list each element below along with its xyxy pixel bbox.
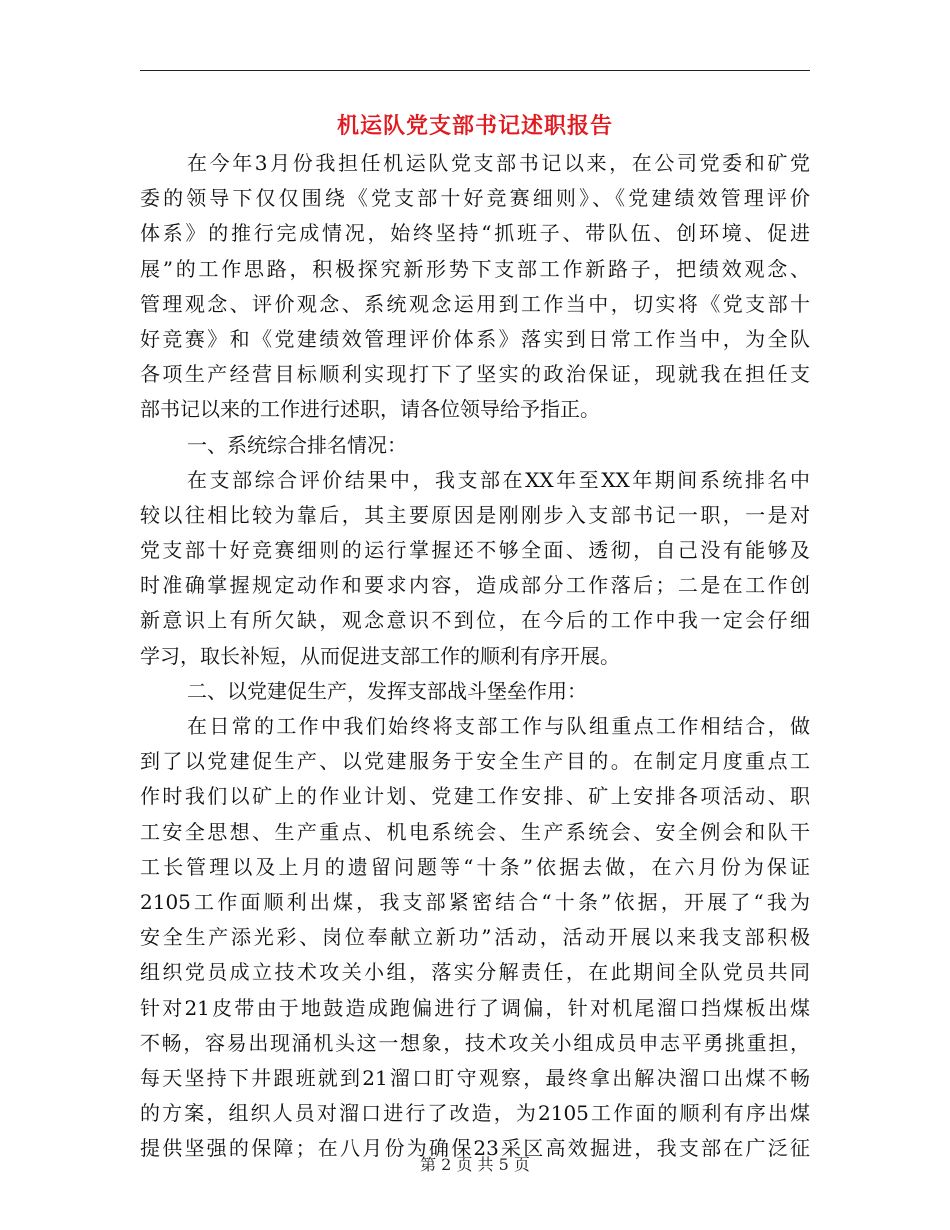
body-line: 好竞赛》和《党建绩效管理评价体系》落实到日常工作当中，为全队: [140, 326, 810, 351]
body-line: 提供坚强的保障；在八月份为确保23采区高效掘进，我支部在广泛征: [140, 1136, 810, 1161]
body-line: 党支部十好竞赛细则的运行掌握还不够全面、透彻，自己没有能够及: [140, 538, 810, 563]
document-title: 机运队党支部书记述职报告: [336, 113, 613, 139]
document-body: [140, 146, 810, 1166]
body-line: 在日常的工作中我们始终将支部工作与队组重点工作相结合，做: [187, 714, 810, 738]
body-line: 各项生产经营目标顺利实现打下了坚实的政治保证，现就我在担任支: [140, 362, 810, 387]
body-line: 部书记以来的工作进行述职，请各位领导给予指正。: [140, 397, 600, 422]
body-line: 在支部综合评价结果中，我支部在XX年至XX年期间系统排名中: [187, 467, 810, 492]
body-line: 委的领导下仅仅围绕《党支部十好竞赛细则》、《党建绩效管理评价: [140, 186, 810, 211]
section-heading: 二、以党建促生产，发挥支部战斗堡垒作用：: [187, 678, 587, 703]
body-line: 在今年3月份我担任机运队党支部书记以来，在公司党委和矿党: [187, 151, 810, 175]
header-rule: [140, 70, 810, 71]
body-line: 的方案，组织人员对溜口进行了改造，为2105工作面的顺利有序出煤: [140, 1101, 810, 1126]
body-line: 学习，取长补短，从而促进支部工作的顺利有序开展。: [140, 643, 620, 668]
body-line: 2105工作面顺利出煤，我支部紧密结合“十条”依据，开展了“我为: [140, 889, 810, 914]
section-heading: 一、系统综合排名情况：: [187, 432, 407, 457]
body-line: 较以往相比较为靠后，其主要原因是刚刚步入支部书记一职，一是对: [140, 502, 810, 527]
body-line: 组织党员成立技术攻关小组，落实分解责任，在此期间全队党员共同: [140, 960, 810, 985]
body-line: 工安全思想、生产重点、机电系统会、生产系统会、安全例会和队干: [140, 819, 810, 844]
body-line: 安全生产添光彩、岗位奉献立新功”活动，活动开展以来我支部积极: [140, 925, 810, 950]
body-line: 展”的工作思路，积极探究新形势下支部工作新路子，把绩效观念、: [140, 256, 810, 281]
body-line: 管理观念、评价观念、系统观念运用到工作当中，切实将《党支部十: [140, 291, 810, 316]
body-line: 每天坚持下井跟班就到21溜口盯守观察，最终拿出解决溜口出煤不畅: [140, 1065, 810, 1090]
body-line: 针对21皮带由于地鼓造成跑偏进行了调偏，针对机尾溜口挡煤板出煤: [140, 995, 810, 1020]
page-number: 第 2 页 共 5 页: [420, 1155, 530, 1174]
body-line: 工长管理以及上月的遗留问题等“十条”依据去做，在六月份为保证: [140, 854, 810, 879]
body-line: 到了以党建促生产、以党建服务于安全生产目的。在制定月度重点工: [140, 749, 810, 774]
body-line: 体系》的推行完成情况，始终坚持“抓班子、带队伍、创环境、促进: [140, 221, 810, 246]
body-line: 新意识上有所欠缺，观念意识不到位，在今后的工作中我一定会仔细: [140, 608, 810, 633]
body-line: 时准确掌握规定动作和要求内容，造成部分工作落后；二是在工作创: [140, 573, 810, 598]
body-line: 不畅，容易出现涌机头这一想象，技术攻关小组成员申志平勇挑重担，: [140, 1030, 810, 1055]
body-line: 作时我们以矿上的作业计划、党建工作安排、矿上安排各项活动、职: [140, 784, 810, 809]
